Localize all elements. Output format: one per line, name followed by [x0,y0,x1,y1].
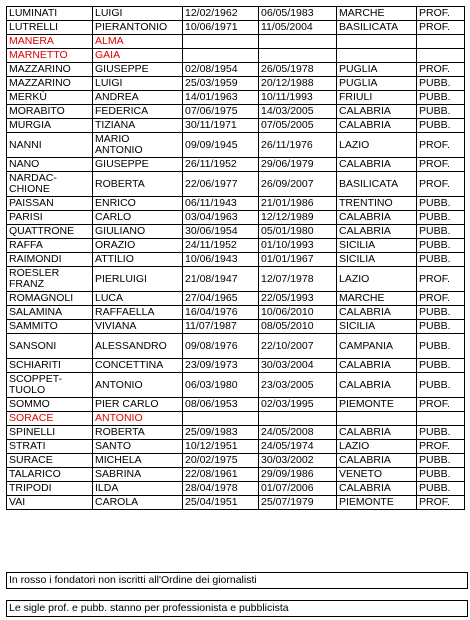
role-cell: PUBB. [417,197,465,211]
region-cell: CALABRIA [337,105,417,119]
enrollment-date-cell: 08/05/2010 [259,320,337,334]
birth-date-cell: 25/09/1983 [183,426,259,440]
enrollment-date-cell: 26/05/1978 [259,63,337,77]
role-cell: PUBB. [417,468,465,482]
table-row [7,468,465,482]
surname-cell: ROESLER FRANZ [7,267,93,292]
enrollment-date-cell: 11/05/2004 [259,21,337,35]
first-name-cell: SABRINA [93,468,183,482]
region-cell: CALABRIA [337,426,417,440]
region-cell: CAMPANIA [337,334,417,359]
birth-date-cell: 02/08/1954 [183,63,259,77]
birth-date-cell: 14/01/1963 [183,91,259,105]
role-cell: PUBB. [417,320,465,334]
role-cell: PROF. [417,267,465,292]
table-row [7,359,465,373]
role-cell: PUBB. [417,211,465,225]
surname-cell: SPINELLI [7,426,93,440]
table-row [7,239,465,253]
region-cell: PIEMONTE [337,496,417,510]
birth-date-cell: 27/04/1965 [183,292,259,306]
enrollment-date-cell: 30/03/2004 [259,359,337,373]
roster-table [6,6,465,510]
table-row [7,306,465,320]
birth-date-cell: 10/06/1971 [183,21,259,35]
role-cell: PROF. [417,158,465,172]
surname-cell: RAIMONDI [7,253,93,267]
birth-date-cell: 10/06/1943 [183,253,259,267]
table-row [7,267,465,292]
surname-cell: SORACE [7,412,93,426]
first-name-cell: ANTONIO [93,373,183,398]
birth-date-cell: 30/11/1971 [183,119,259,133]
region-cell: PIEMONTE [337,398,417,412]
region-cell: CALABRIA [337,225,417,239]
table-row [7,292,465,306]
enrollment-date-cell: 14/03/2005 [259,105,337,119]
birth-date-cell: 25/03/1959 [183,77,259,91]
enrollment-date-cell: 29/09/1986 [259,468,337,482]
first-name-cell: PIERLUIGI [93,267,183,292]
table-row [7,454,465,468]
role-cell [417,35,465,49]
birth-date-cell: 26/11/1952 [183,158,259,172]
birth-date-cell: 10/12/1951 [183,440,259,454]
first-name-cell: MARIO ANTONIO [93,133,183,158]
birth-date-cell: 09/09/1945 [183,133,259,158]
birth-date-cell: 03/04/1963 [183,211,259,225]
birth-date-cell: 20/02/1975 [183,454,259,468]
surname-cell: SCHIARITI [7,359,93,373]
first-name-cell: ANTONIO [93,412,183,426]
role-cell [417,49,465,63]
role-cell: PUBB. [417,77,465,91]
role-cell: PROF. [417,172,465,197]
first-name-cell: LUIGI [93,77,183,91]
table-row [7,211,465,225]
surname-cell: LUTRELLI [7,21,93,35]
role-cell: PUBB. [417,426,465,440]
enrollment-date-cell: 26/11/1976 [259,133,337,158]
roster-body [7,7,465,510]
region-cell: CALABRIA [337,119,417,133]
birth-date-cell: 07/06/1975 [183,105,259,119]
role-cell: PROF. [417,292,465,306]
birth-date-cell: 11/07/1987 [183,320,259,334]
first-name-cell: CONCETTINA [93,359,183,373]
table-row [7,373,465,398]
role-cell: PUBB. [417,454,465,468]
birth-date-cell [183,412,259,426]
surname-cell: STRATI [7,440,93,454]
role-cell: PROF. [417,21,465,35]
table-row [7,398,465,412]
region-cell: MARCHE [337,292,417,306]
role-cell: PROF. [417,440,465,454]
role-cell: PUBB. [417,239,465,253]
first-name-cell: ORAZIO [93,239,183,253]
first-name-cell: CAROLA [93,496,183,510]
surname-cell: LUMINATI [7,7,93,21]
surname-cell: VAI [7,496,93,510]
role-cell: PUBB. [417,119,465,133]
founder-row [7,412,465,426]
enrollment-date-cell: 29/06/1979 [259,158,337,172]
surname-cell: MAZZARINO [7,63,93,77]
enrollment-date-cell: 22/10/2007 [259,334,337,359]
role-cell: PROF. [417,496,465,510]
table-row [7,482,465,496]
enrollment-date-cell: 25/07/1979 [259,496,337,510]
birth-date-cell [183,49,259,63]
surname-cell: PAISSAN [7,197,93,211]
region-cell: CALABRIA [337,306,417,320]
region-cell: CALABRIA [337,482,417,496]
region-cell: MARCHE [337,7,417,21]
surname-cell: TALARICO [7,468,93,482]
surname-cell: TRIPODI [7,482,93,496]
first-name-cell: MICHELA [93,454,183,468]
first-name-cell: ROBERTA [93,426,183,440]
birth-date-cell: 16/04/1976 [183,306,259,320]
first-name-cell: FEDERICA [93,105,183,119]
region-cell: SICILIA [337,239,417,253]
region-cell: SICILIA [337,320,417,334]
birth-date-cell [183,35,259,49]
enrollment-date-cell: 21/01/1986 [259,197,337,211]
first-name-cell: GAIA [93,49,183,63]
table-row [7,158,465,172]
surname-cell: SURACE [7,454,93,468]
table-row [7,320,465,334]
enrollment-date-cell: 23/03/2005 [259,373,337,398]
role-cell: PUBB. [417,482,465,496]
birth-date-cell: 23/09/1973 [183,359,259,373]
enrollment-date-cell: 26/09/2007 [259,172,337,197]
role-cell: PUBB. [417,373,465,398]
first-name-cell: RAFFAELLA [93,306,183,320]
birth-date-cell: 21/08/1947 [183,267,259,292]
enrollment-date-cell: 22/05/1993 [259,292,337,306]
birth-date-cell: 30/06/1954 [183,225,259,239]
surname-cell: ROMAGNOLI [7,292,93,306]
table-row [7,496,465,510]
first-name-cell: ILDA [93,482,183,496]
table-row [7,7,465,21]
enrollment-date-cell [259,35,337,49]
first-name-cell: PIER CARLO [93,398,183,412]
region-cell: PUGLIA [337,77,417,91]
role-cell: PUBB. [417,253,465,267]
founder-row [7,49,465,63]
surname-cell: PARISI [7,211,93,225]
region-cell: BASILICATA [337,21,417,35]
table-row [7,77,465,91]
region-cell: SICILIA [337,253,417,267]
region-cell [337,49,417,63]
table-row [7,133,465,158]
role-cell: PUBB. [417,306,465,320]
region-cell [337,412,417,426]
first-name-cell: PIERANTONIO [93,21,183,35]
table-row [7,119,465,133]
birth-date-cell: 06/03/1980 [183,373,259,398]
surname-cell: SANSONI [7,334,93,359]
surname-cell: MANERA [7,35,93,49]
first-name-cell: VIVIANA [93,320,183,334]
birth-date-cell: 22/08/1961 [183,468,259,482]
first-name-cell: ANDREA [93,91,183,105]
region-cell: TRENTINO [337,197,417,211]
region-cell [337,35,417,49]
enrollment-date-cell: 10/06/2010 [259,306,337,320]
enrollment-date-cell: 24/05/2008 [259,426,337,440]
surname-cell: NARDAC- CHIONE [7,172,93,197]
enrollment-date-cell: 06/05/1983 [259,7,337,21]
enrollment-date-cell: 24/05/1974 [259,440,337,454]
enrollment-date-cell: 30/03/2002 [259,454,337,468]
first-name-cell: TIZIANA [93,119,183,133]
role-cell [417,412,465,426]
birth-date-cell: 24/11/1952 [183,239,259,253]
role-cell: PROF. [417,63,465,77]
first-name-cell: LUCA [93,292,183,306]
surname-cell: NANNI [7,133,93,158]
enrollment-date-cell: 07/05/2005 [259,119,337,133]
surname-cell: NANO [7,158,93,172]
region-cell: VENETO [337,468,417,482]
first-name-cell: GIUSEPPE [93,63,183,77]
region-cell: CALABRIA [337,359,417,373]
region-cell: LAZIO [337,267,417,292]
table-row [7,426,465,440]
surname-cell: QUATTRONE [7,225,93,239]
role-cell: PUBB. [417,91,465,105]
table-row [7,225,465,239]
region-cell: CALABRIA [337,158,417,172]
table-row [7,197,465,211]
first-name-cell: CARLO [93,211,183,225]
birth-date-cell: 09/08/1976 [183,334,259,359]
region-cell: BASILICATA [337,172,417,197]
birth-date-cell: 06/11/1943 [183,197,259,211]
birth-date-cell: 08/06/1953 [183,398,259,412]
role-cell: PUBB. [417,359,465,373]
enrollment-date-cell [259,412,337,426]
surname-cell: SALAMINA [7,306,93,320]
surname-cell: MAZZARINO [7,77,93,91]
birth-date-cell: 22/06/1977 [183,172,259,197]
enrollment-date-cell: 05/01/1980 [259,225,337,239]
table-row [7,334,465,359]
region-cell: CALABRIA [337,454,417,468]
region-cell: LAZIO [337,440,417,454]
surname-cell: SCOPPET- TUOLO [7,373,93,398]
surname-cell: SAMMITO [7,320,93,334]
table-row [7,172,465,197]
role-cell: PROF. [417,7,465,21]
first-name-cell: GIULIANO [93,225,183,239]
enrollment-date-cell: 20/12/1988 [259,77,337,91]
surname-cell: MORABITO [7,105,93,119]
founders-note: In rosso i fondatori non iscritti all'Ordine dei giornalisti [6,572,468,589]
surname-cell: RAFFA [7,239,93,253]
founder-row [7,35,465,49]
region-cell: PUGLIA [337,63,417,77]
region-cell: CALABRIA [337,211,417,225]
first-name-cell: ALESSANDRO [93,334,183,359]
table-row [7,63,465,77]
role-cell: PROF. [417,133,465,158]
enrollment-date-cell: 01/07/2006 [259,482,337,496]
enrollment-date-cell: 12/07/1978 [259,267,337,292]
first-name-cell: ALMA [93,35,183,49]
table-row [7,440,465,454]
first-name-cell: LUIGI [93,7,183,21]
table-row [7,91,465,105]
acronyms-note: Le sigle prof. e pubb. stanno per professionista e pubblicista [6,600,468,617]
region-cell: CALABRIA [337,373,417,398]
role-cell: PROF. [417,398,465,412]
role-cell: PUBB. [417,225,465,239]
table-row [7,21,465,35]
surname-cell: MERKÙ [7,91,93,105]
enrollment-date-cell: 12/12/1989 [259,211,337,225]
role-cell: PUBB. [417,105,465,119]
enrollment-date-cell: 10/11/1993 [259,91,337,105]
first-name-cell: ENRICO [93,197,183,211]
first-name-cell: SANTO [93,440,183,454]
region-cell: LAZIO [337,133,417,158]
enrollment-date-cell: 01/01/1967 [259,253,337,267]
enrollment-date-cell [259,49,337,63]
first-name-cell: GIUSEPPE [93,158,183,172]
enrollment-date-cell: 02/03/1995 [259,398,337,412]
birth-date-cell: 12/02/1962 [183,7,259,21]
enrollment-date-cell: 01/10/1993 [259,239,337,253]
birth-date-cell: 28/04/1978 [183,482,259,496]
surname-cell: SOMMO [7,398,93,412]
table-row [7,105,465,119]
first-name-cell: ROBERTA [93,172,183,197]
birth-date-cell: 25/04/1951 [183,496,259,510]
surname-cell: MARNETTO [7,49,93,63]
table-row [7,253,465,267]
first-name-cell: ATTILIO [93,253,183,267]
region-cell: FRIULI [337,91,417,105]
surname-cell: MURGIA [7,119,93,133]
role-cell: PUBB. [417,334,465,359]
